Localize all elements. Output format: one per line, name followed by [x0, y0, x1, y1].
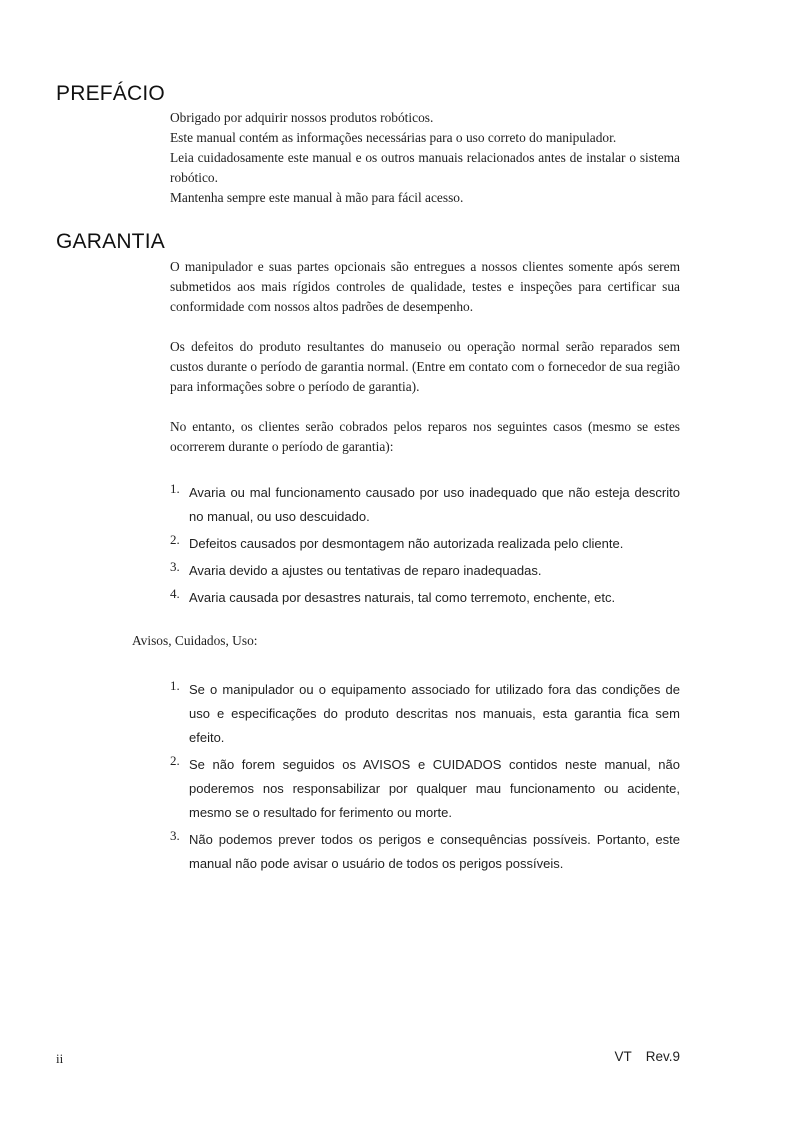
list-item [170, 532, 680, 556]
footer-revision: Rev.9 [645, 1049, 680, 1064]
footer-doc-id: VT [614, 1049, 632, 1064]
list-item-text: Se o manipulador ou o equipamento associado for utilizado fora das condições de uso e especificações do produto descritas nos manuais, esta garantia fica sem efeito. [189, 682, 680, 745]
list-item-number: 2. [170, 753, 180, 768]
list-item [170, 753, 680, 825]
list-item-number: 2. [170, 532, 180, 547]
list-item [170, 828, 680, 876]
list-item [170, 678, 680, 750]
prefacio-line: Obrigado por adquirir nossos produtos robóticos. [170, 110, 434, 125]
garantia-paragraph: O manipulador e suas partes opcionais são entregues a nossos clientes somente após serem submetidos aos mais rígidos controles de qualidade, testes e inspeções para certificar sua conformidade com nossos altos padrões de desempenho. [170, 259, 680, 314]
prefacio-body [170, 108, 680, 208]
list-item-number: 1. [170, 678, 180, 693]
list-item-text: Avaria devido a ajustes ou tentativas de reparo inadequadas. [189, 563, 542, 578]
list-item [170, 481, 680, 529]
avisos-heading: Avisos, Cuidados, Uso: [132, 633, 258, 648]
garantia-body [170, 257, 680, 457]
footer-page-number: ii [56, 1051, 64, 1066]
list-item-number: 3. [170, 559, 180, 574]
list-item-number: 3. [170, 828, 180, 843]
prefacio-title: PREFÁCIO [56, 82, 165, 105]
prefacio-line: Mantenha sempre este manual à mão para fácil acesso. [170, 190, 464, 205]
prefacio-line: Leia cuidadosamente este manual e os outros manuais relacionados antes de instalar o sistema robótico. [170, 150, 680, 185]
garantia-paragraph: Os defeitos do produto resultantes do manuseio ou operação normal serão reparados sem custos durante o período de garantia normal. (Entre em contato com o fornecedor de sua região para informações sobre o período de garantia). [170, 339, 680, 394]
footer-doc-info [614, 1049, 680, 1064]
list-item-text: Defeitos causados por desmontagem não autorizada realizada pelo cliente. [189, 536, 624, 551]
list-item-text: Avaria causada por desastres naturais, tal como terremoto, enchente, etc. [189, 590, 616, 605]
list-item [170, 586, 680, 610]
garantia-paragraph: No entanto, os clientes serão cobrados pelos reparos nos seguintes casos (mesmo se estes ocorrerem durante o período de garantia): [170, 419, 680, 454]
list-item [170, 559, 680, 583]
list-item-text: Não podemos prever todos os perigos e consequências possíveis. Portanto, este manual não pode avisar o usuário de todos os perigos possíveis. [189, 832, 680, 871]
garantia-cases-list [170, 481, 680, 610]
prefacio-line: Este manual contém as informações necessárias para o uso correto do manipulador. [170, 130, 617, 145]
list-item-number: 4. [170, 586, 180, 601]
list-item-text: Avaria ou mal funcionamento causado por uso inadequado que não esteja descrito no manual, ou uso descuidado. [189, 485, 680, 524]
garantia-title: GARANTIA [56, 230, 165, 253]
list-item-number: 1. [170, 481, 180, 496]
list-item-text: Se não forem seguidos os AVISOS e CUIDADOS contidos neste manual, não poderemos nos responsabilizar por qualquer mau funcionamento ou acidente, mesmo se o resultado for ferimento ou morte. [189, 757, 680, 820]
avisos-list [170, 678, 680, 876]
